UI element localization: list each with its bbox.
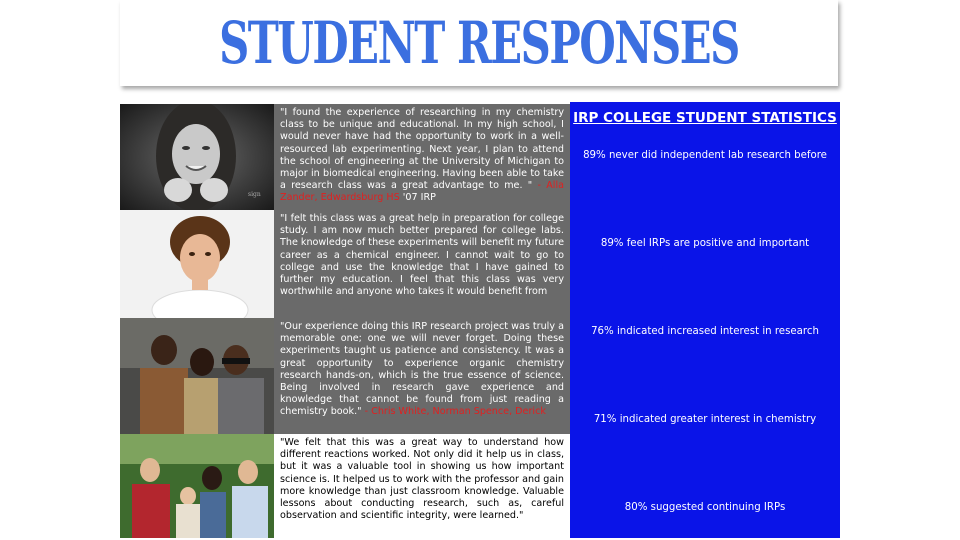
statistics-title: IRP COLLEGE STUDENT STATISTICS: [573, 110, 837, 126]
student-photo-1: [120, 104, 274, 210]
statistic-item: 76% indicated increased interest in research: [591, 326, 819, 337]
title-banner: [120, 0, 838, 86]
statistic-item: 89% feel IRPs are positive and important: [600, 238, 810, 249]
quote-block-3: [274, 318, 570, 434]
svg-text:sign: sign: [248, 191, 261, 198]
quote-text: "Our experience doing this IRP research project was truly a memorable one; one we will never forget. Doing these experiments taught us patience and consistency. It was a great opportunity to experience organic chemistry research hands-on, which is the true essence of science. Being involved in research gave experience and knowledge that cannot be found from just reading a chemistry book.": [280, 321, 564, 418]
quote-suffix: '07 IRP: [399, 192, 436, 204]
page-title: STUDENT RESPONSES: [219, 9, 739, 77]
statistic-item: 71% indicated greater interest in chemistry: [593, 414, 817, 425]
student-photo-3: [120, 318, 274, 434]
student-photo-2: [120, 210, 274, 318]
quote-text: "I found the experience of researching in my chemistry class to be unique and educational. In my high school, I would never have had the opportunity to work in a well-resourced lab experimenting. Next year, I plan to attend the school of engineering at the University of Michigan to major in biomedical engineering. Having been able to take a research class was a great advantage to me. ": [280, 107, 564, 192]
statistics-panel: [570, 102, 840, 538]
quote-credit: - Alla Zander, Edwardsburg HS: [280, 180, 564, 204]
quote-text: "I felt this class was a great help in preparation for college study. I am now much better prepared for college labs. The knowledge of these experiments will benefit my future career as a chemical engineer. I cannot wait to go to college and use the knowledge that I have gained to further my education. I feel that this class was very worthwhile and anyone who takes it would benefit from: [280, 213, 564, 298]
quote-block-1: [274, 104, 570, 210]
statistic-item: 89% never did independent lab research before: [583, 150, 827, 161]
statistic-item: 80% suggested continuing IRPs: [624, 502, 786, 513]
quote-text: "We felt that this was a great way to understand how different reactions worked. Not only did it help us in class, but it was a valuable tool in showing us how important science is. It helped us to work with the professor and gain more knowledge than just classroom knowledge. Valuable lessons about conducting research, such as, careful observation and scientific integrity, were learned.": [280, 437, 564, 522]
quote-credit: - Chris White, Norman Spence, Derick: [364, 406, 546, 418]
quote-block-4: [274, 434, 570, 538]
quote-block-2: [274, 210, 570, 318]
student-photo-4: [120, 434, 274, 538]
